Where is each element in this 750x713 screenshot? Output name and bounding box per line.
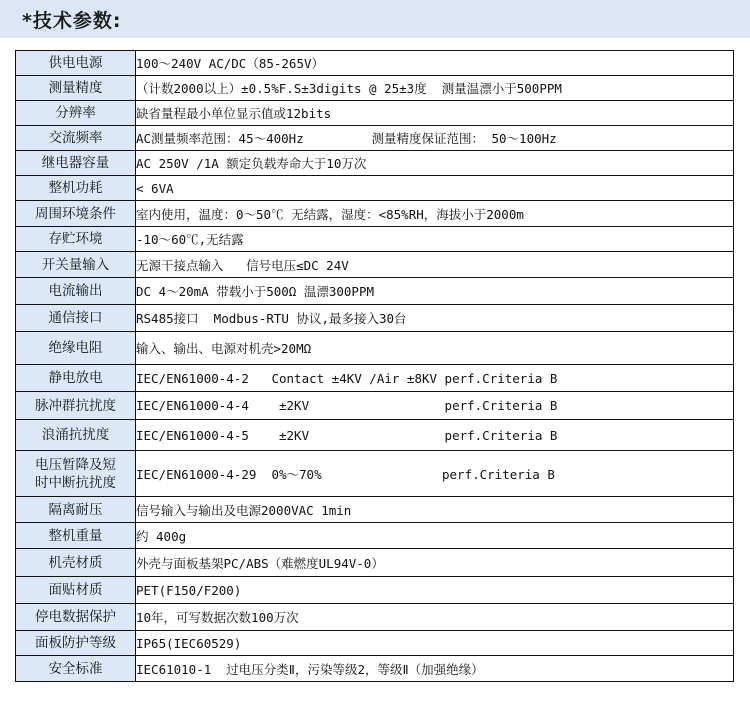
- row-label: 整机重量: [16, 523, 136, 549]
- row-label: 存贮环境: [16, 227, 136, 252]
- row-value: DC 4～20mA 带载小于500Ω 温漂300PPM: [136, 278, 734, 305]
- row-label: 整机功耗: [16, 176, 136, 201]
- table-row: [16, 176, 734, 201]
- row-label: 继电器容量: [16, 151, 136, 176]
- table-row: [16, 76, 734, 101]
- row-value: 约 400g: [136, 523, 734, 549]
- table-row: [16, 451, 734, 497]
- row-label: 开关量输入: [16, 252, 136, 278]
- row-value: IEC/EN61000-4-29 0%～70% perf.Criteria B: [136, 451, 734, 497]
- row-label: 交流频率: [16, 126, 136, 151]
- table-row: [16, 420, 734, 451]
- row-value: 缺省量程最小单位显示值或12bits: [136, 101, 734, 126]
- row-value: 室内使用，温度：0～50℃ 无结露，湿度：<85%RH，海拔小于2000m: [136, 201, 734, 227]
- table-row: [16, 497, 734, 523]
- spec-table: [15, 50, 734, 682]
- row-label: 面板防护等级: [16, 631, 136, 656]
- row-value: 10年，可写数据次数100万次: [136, 604, 734, 631]
- table-row: [16, 305, 734, 332]
- row-value: 信号输入与输出及电源2000VAC 1min: [136, 497, 734, 523]
- row-label: 周围环境条件: [16, 201, 136, 227]
- row-label: 电压暂降及短 时中断抗扰度: [16, 451, 136, 497]
- table-row: [16, 365, 734, 392]
- table-row: [16, 201, 734, 227]
- row-label: 静电放电: [16, 365, 136, 392]
- table-row: [16, 577, 734, 604]
- row-value: -10～60℃,无结露: [136, 227, 734, 252]
- table-row: [16, 126, 734, 151]
- row-value: IEC/EN61000-4-2 Contact ±4KV /Air ±8KV perf.Criteria B: [136, 365, 734, 392]
- row-label: 机壳材质: [16, 549, 136, 577]
- table-row: [16, 549, 734, 577]
- spec-table-body: [16, 51, 734, 682]
- section-title: *技术参数:: [22, 9, 122, 32]
- row-label: 脉冲群抗扰度: [16, 392, 136, 420]
- row-label: 面贴材质: [16, 577, 136, 604]
- row-value: AC 250V /1A 额定负载寿命大于10万次: [136, 151, 734, 176]
- row-value: （计数2000以上）±0.5%F.S±3digits @ 25±3度 测量温漂小于500PPM: [136, 76, 734, 101]
- row-value: IEC61010-1 过电压分类Ⅱ，污染等级2，等级Ⅱ（加强绝缘）: [136, 656, 734, 682]
- row-label: 绝缘电阻: [16, 332, 136, 365]
- table-row: [16, 278, 734, 305]
- row-label: 通信接口: [16, 305, 136, 332]
- table-row: [16, 51, 734, 76]
- row-value: 100～240V AC/DC（85-265V）: [136, 51, 734, 76]
- row-label: 安全标准: [16, 656, 136, 682]
- table-row: [16, 101, 734, 126]
- row-label: 供电电源: [16, 51, 136, 76]
- row-label: 浪涌抗扰度: [16, 420, 136, 451]
- row-label: 停电数据保护: [16, 604, 136, 631]
- row-value: PET(F150/F200): [136, 577, 734, 604]
- row-label: 电流输出: [16, 278, 136, 305]
- table-row: [16, 332, 734, 365]
- table-row: [16, 631, 734, 656]
- section-header: [0, 0, 750, 38]
- row-value: 无源干接点输入 信号电压≤DC 24V: [136, 252, 734, 278]
- table-row: [16, 151, 734, 176]
- row-label: 分辨率: [16, 101, 136, 126]
- row-value: AC测量频率范围：45～400Hz 测量精度保证范围： 50～100Hz: [136, 126, 734, 151]
- row-value: IP65(IEC60529): [136, 631, 734, 656]
- row-value: IEC/EN61000-4-4 ±2KV perf.Criteria B: [136, 392, 734, 420]
- row-value: RS485接口 Modbus-RTU 协议,最多接入30台: [136, 305, 734, 332]
- table-row: [16, 392, 734, 420]
- row-label: 测量精度: [16, 76, 136, 101]
- row-value: < 6VA: [136, 176, 734, 201]
- table-row: [16, 227, 734, 252]
- table-row: [16, 604, 734, 631]
- table-row: [16, 252, 734, 278]
- row-label: 隔离耐压: [16, 497, 136, 523]
- row-value: 输入、输出、电源对机壳>20MΩ: [136, 332, 734, 365]
- table-row: [16, 523, 734, 549]
- table-row: [16, 656, 734, 682]
- row-value: 外壳与面板基架PC/ABS（难燃度UL94V-0）: [136, 549, 734, 577]
- row-value: IEC/EN61000-4-5 ±2KV perf.Criteria B: [136, 420, 734, 451]
